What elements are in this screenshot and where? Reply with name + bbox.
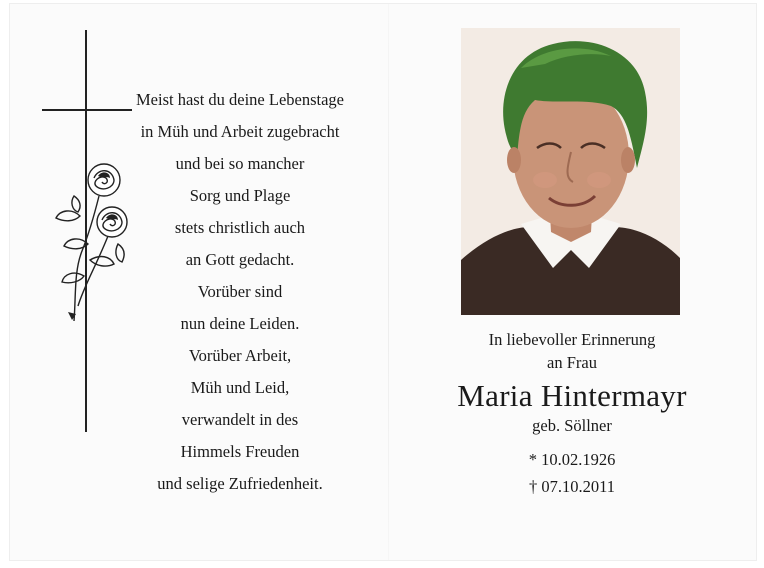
poem-line: Müh und Leid,: [190, 378, 290, 397]
poem-line: verwandelt in des: [181, 410, 299, 429]
death-date: † 07.10.2011: [528, 477, 615, 496]
poem-line: Meist hast du deine Lebenstage: [135, 90, 345, 109]
poem-line: Himmels Freuden: [180, 442, 300, 461]
poem-line: und bei so mancher: [175, 154, 305, 173]
portrait-photo: [461, 28, 680, 315]
card-fold-line: [388, 4, 389, 560]
poem-line: Sorg und Plage: [189, 186, 291, 205]
portrait-illustration: [461, 28, 680, 315]
poem-line: an Gott gedacht.: [185, 250, 295, 269]
birth-date: * 10.02.1926: [528, 450, 616, 469]
intro-line-2: an Frau: [547, 353, 597, 372]
maiden-name: geb. Söllner: [532, 416, 612, 435]
intro-line-1: In liebevoller Erinnerung: [488, 330, 656, 349]
poem-line: Vorüber Arbeit,: [188, 346, 292, 365]
poem-line: nun deine Leiden.: [180, 314, 300, 333]
poem-line: und selige Zufriedenheit.: [157, 474, 323, 493]
deceased-name: Maria Hintermayr: [457, 378, 687, 413]
poem-line: in Müh und Arbeit zugebracht: [140, 122, 340, 141]
poem-line: Vorüber sind: [197, 282, 283, 301]
poem-line: stets christlich auch: [174, 218, 306, 237]
poem: [110, 84, 370, 500]
